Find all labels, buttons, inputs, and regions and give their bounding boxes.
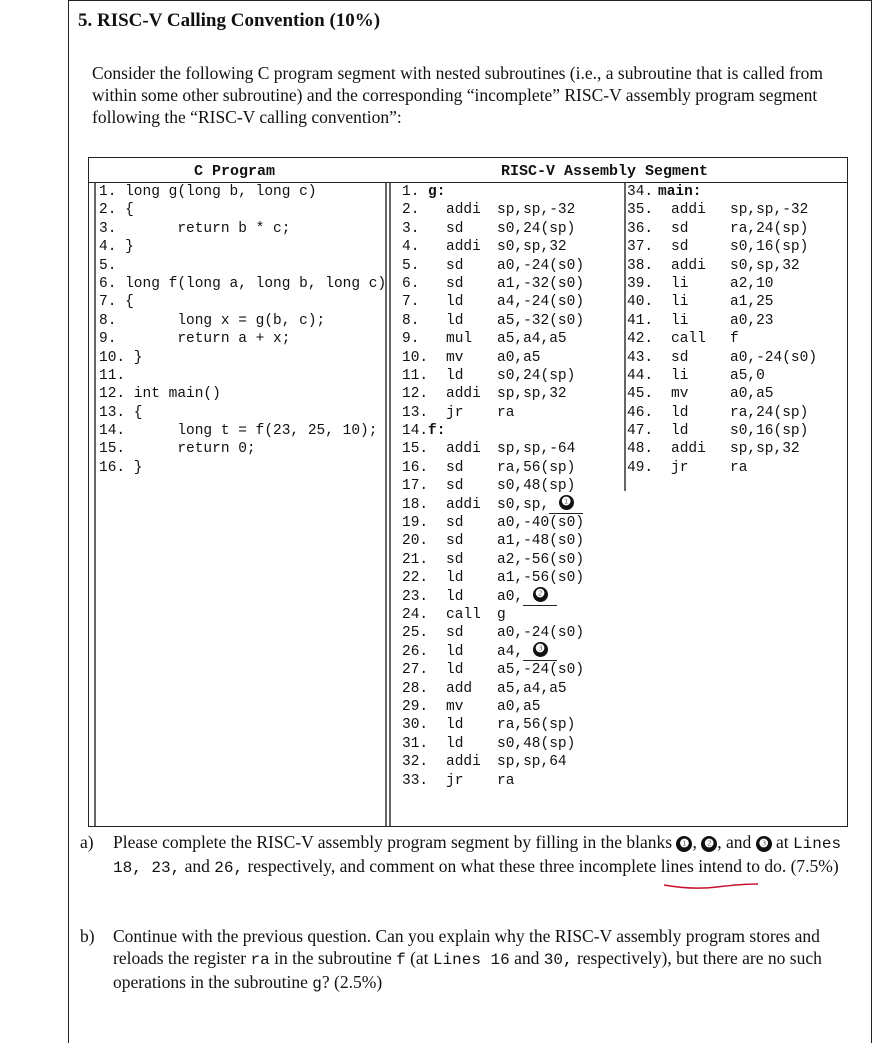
- asm-line-number: 42.: [627, 331, 654, 348]
- question-a-text-6: respectively, and comment on what these three incomplete lines intend to do. (7.5%): [243, 856, 839, 876]
- asm-opcode: addi: [446, 496, 481, 513]
- asm-operands: [497, 257, 584, 275]
- c-code-line: 7. {: [99, 294, 134, 311]
- asm-opcode: mv: [671, 386, 689, 403]
- asm-opcode: mul: [446, 331, 473, 348]
- asm-line-number: 8.: [402, 312, 420, 329]
- question-b-code-30: 30,: [543, 951, 573, 969]
- asm-operand-text: a0,-40(s0): [497, 515, 585, 532]
- asm-operands: [497, 514, 584, 532]
- asm-operand-text: a0,a5: [730, 386, 774, 403]
- asm-operand-text: ra,24(sp): [730, 220, 809, 237]
- asm-opcode: call: [671, 331, 706, 348]
- asm-operand-text: sp,sp,-32: [730, 202, 809, 219]
- asm-operands: [497, 716, 575, 734]
- asm-code-line: [402, 569, 622, 587]
- asm-code-line: [402, 367, 622, 385]
- asm-code-line: [627, 220, 847, 238]
- asm-operands: [497, 661, 584, 679]
- asm-operands: [497, 367, 575, 385]
- asm-operands: [730, 440, 800, 458]
- asm-operand-text: ra,56(sp): [497, 717, 576, 734]
- asm-operand-text: a2,10: [730, 275, 774, 292]
- asm-line-number: 25.: [402, 625, 429, 642]
- asm-code-line: [627, 201, 847, 219]
- asm-operand-text: sp,sp,32: [497, 386, 567, 403]
- question-a-text-1: Please complete the RISC-V assembly program segment by filling in the blanks: [113, 832, 673, 852]
- asm-opcode: li: [671, 312, 689, 329]
- asm-operand-text: f: [730, 331, 739, 348]
- question-a-text-5: and: [180, 856, 215, 876]
- asm-operands: [497, 772, 514, 790]
- asm-operand-text: s0,48(sp): [497, 478, 576, 495]
- asm-operands: [497, 569, 584, 587]
- asm-opcode: mv: [446, 698, 464, 715]
- asm-operand-text: a5,-24(s0): [497, 662, 585, 679]
- asm-line-number: 37.: [627, 239, 654, 256]
- asm-line-number: 2.: [402, 202, 420, 219]
- asm-code-line: [627, 257, 847, 275]
- asm-operand-text: a0,a5: [497, 698, 541, 715]
- asm-operands: [497, 496, 583, 515]
- c-code-line: 8. long x = g(b, c);: [99, 312, 326, 329]
- asm-code-line: [402, 772, 622, 790]
- question-b-text-1: Continue with the previous question. Can you explain why the RISC-V assembly program stores and reloads the register: [113, 926, 820, 968]
- asm-operands: [497, 349, 541, 367]
- asm-code-line: [402, 735, 622, 753]
- asm-operand-text: a1,25: [730, 294, 774, 311]
- asm-line-number: 35.: [627, 202, 654, 219]
- c-code-line: 15. return 0;: [99, 441, 256, 458]
- asm-line-number: 46.: [627, 404, 654, 421]
- asm-operands: [497, 238, 567, 256]
- c-code-line: 13. {: [99, 404, 143, 421]
- asm-operand-text: a1,-32(s0): [497, 275, 585, 292]
- asm-operands: [497, 385, 567, 403]
- asm-line-number: 49.: [627, 459, 654, 476]
- code-table: [88, 157, 848, 827]
- main-gutter-line: [624, 183, 626, 491]
- asm-code-line: [627, 404, 847, 422]
- asm-operand-text: a2,-56(s0): [497, 551, 585, 568]
- asm-line-number: 22.: [402, 570, 429, 587]
- asm-operands: [730, 330, 739, 348]
- asm-opcode: ld: [671, 423, 689, 440]
- asm-code-line: [402, 220, 622, 238]
- asm-code-line: [402, 753, 622, 771]
- asm-label: g:: [428, 184, 446, 200]
- question-b-code-lines16: Lines 16: [432, 951, 510, 969]
- asm-code-line: [627, 440, 847, 458]
- blank-number-2: ❷: [533, 587, 548, 602]
- problem-intro: Consider the following C program segment with nested subroutines (i.e., a subroutine that is called from within some other subroutine) and the corresponding “incomplete” RISC-V assembly program segment following the “RISC-V calling convention”:: [92, 63, 823, 127]
- asm-opcode: mv: [446, 349, 464, 366]
- asm-line-number: 47.: [627, 423, 654, 440]
- asm-opcode: li: [671, 367, 689, 384]
- asm-opcode: add: [446, 680, 473, 697]
- asm-operand-text: a5,a4,a5: [497, 680, 567, 697]
- asm-line-number: 32.: [402, 754, 429, 771]
- asm-line-number: 9.: [402, 331, 420, 348]
- asm-operand-text: sp,sp,64: [497, 754, 567, 771]
- asm-opcode: addi: [671, 202, 706, 219]
- question-b-code-ra: ra: [250, 951, 270, 969]
- asm-code-line: [627, 349, 847, 367]
- asm-line-number: 3.: [402, 220, 420, 237]
- blank-marker-3: ❸: [756, 836, 772, 852]
- asm-opcode: sd: [446, 478, 464, 495]
- asm-line-number: 44.: [627, 367, 654, 384]
- asm-line-number: 1.: [402, 184, 420, 200]
- asm-code-line: [402, 385, 622, 403]
- asm-code-line: [402, 514, 622, 532]
- asm-operand-text: g: [497, 606, 506, 623]
- asm-operand-text: s0,16(sp): [730, 423, 809, 440]
- fill-in-blank-1: [549, 495, 583, 514]
- asm-opcode: sd: [671, 239, 689, 256]
- problem-title: 5. RISC-V Calling Convention (10%): [78, 10, 381, 31]
- asm-line-number: 41.: [627, 312, 654, 329]
- asm-operands: [730, 201, 808, 219]
- asm-operand-text: s0,48(sp): [497, 735, 576, 752]
- asm-code-line: [627, 459, 847, 477]
- asm-code-line: [627, 275, 847, 293]
- question-a-code-26: 26,: [214, 859, 244, 877]
- asm-line-number: 12.: [402, 386, 429, 403]
- asm-operands: [730, 422, 808, 440]
- asm-opcode: sd: [446, 275, 464, 292]
- question-a-text-2: ,: [692, 832, 697, 852]
- c-code-line: 16. }: [99, 459, 143, 476]
- question-b-code-g: g: [312, 975, 322, 993]
- asm-operands: [497, 459, 575, 477]
- asm-line-number: 28.: [402, 680, 429, 697]
- asm-opcode: sd: [446, 533, 464, 550]
- asm-code-line: [402, 257, 622, 275]
- asm-opcode: call: [446, 606, 481, 623]
- asm-operand-text: a0,-24(s0): [730, 349, 818, 366]
- asm-operand-text: s0,24(sp): [497, 367, 576, 384]
- asm-operands: [497, 330, 567, 348]
- asm-opcode: ld: [446, 717, 464, 734]
- blank-number-1: ❶: [559, 495, 574, 510]
- c-code-line: 2. {: [99, 202, 134, 219]
- asm-operands: [730, 367, 765, 385]
- asm-opcode: jr: [446, 772, 464, 789]
- asm-operand-text: ra,56(sp): [497, 459, 576, 476]
- asm-line-number: 36.: [627, 220, 654, 237]
- asm-code-line: [627, 367, 847, 385]
- asm-opcode: sd: [446, 515, 464, 532]
- question-b-text-3: (at: [405, 948, 429, 968]
- asm-column-main: [627, 183, 847, 477]
- asm-operands: [497, 532, 584, 550]
- asm-code-line: [402, 551, 622, 569]
- asm-operands: [497, 698, 541, 716]
- asm-operands: [497, 551, 584, 569]
- asm-code-line: [627, 330, 847, 348]
- asm-operands: [730, 349, 817, 367]
- asm-operand-text: a0,: [497, 588, 524, 605]
- asm-operands: [497, 312, 584, 330]
- asm-operands: [730, 275, 774, 293]
- asm-operand-text: ra,24(sp): [730, 404, 809, 421]
- asm-operands: [497, 404, 514, 422]
- asm-code-line: [402, 404, 622, 422]
- c-program-column: [99, 183, 387, 477]
- asm-opcode: li: [671, 294, 689, 311]
- asm-line-number: 16.: [402, 459, 429, 476]
- asm-operand-text: a0,-24(s0): [497, 625, 585, 642]
- asm-operands: [730, 459, 747, 477]
- asm-code-line: [402, 661, 622, 679]
- asm-column-g-f: [402, 183, 622, 790]
- asm-line-number: 27.: [402, 662, 429, 679]
- asm-opcode: addi: [446, 441, 481, 458]
- fill-in-blank-3: [523, 642, 557, 661]
- asm-operands: [497, 293, 584, 311]
- asm-opcode: ld: [671, 404, 689, 421]
- asm-code-line: [402, 275, 622, 293]
- asm-opcode: ld: [446, 294, 464, 311]
- asm-opcode: ld: [446, 312, 464, 329]
- asm-operand-text: s0,sp,32: [497, 239, 567, 256]
- blank-number-3: ❸: [533, 642, 548, 657]
- asm-operand-text: sp,sp,-64: [497, 441, 576, 458]
- asm-line-number: 11.: [402, 367, 429, 384]
- asm-operand-text: ra: [730, 459, 748, 476]
- asm-operand-text: s0,sp,: [497, 496, 550, 513]
- asm-operand-text: ra: [497, 772, 515, 789]
- asm-code-line: [402, 680, 622, 698]
- asm-line-number: 13.: [402, 404, 429, 421]
- question-a-text-3: , and: [717, 832, 752, 852]
- asm-operands: [730, 312, 774, 330]
- asm-operands: [497, 624, 584, 642]
- asm-code-line: [402, 459, 622, 477]
- asm-opcode: addi: [446, 202, 481, 219]
- asm-operands: [497, 477, 575, 495]
- c-code-line: 3. return b * c;: [99, 220, 291, 237]
- asm-opcode: ld: [446, 735, 464, 752]
- c-code-line: 12. int main(): [99, 386, 221, 403]
- asm-operands: [497, 588, 557, 607]
- asm-line-number: 26.: [402, 643, 429, 660]
- asm-line-number: 38.: [627, 257, 654, 274]
- asm-code-line: [402, 312, 622, 330]
- asm-operands: [730, 238, 808, 256]
- asm-operands: [497, 220, 575, 238]
- asm-line-number: 14.: [402, 423, 429, 440]
- question-b-text-5: respectively), but there are no such operations in the subroutine: [113, 948, 822, 992]
- asm-line-number: 29.: [402, 698, 429, 715]
- question-a-code-lines: Lines 18, 23,: [113, 835, 842, 877]
- asm-line-number: 17.: [402, 478, 429, 495]
- asm-code-line: [402, 606, 622, 624]
- c-code-line: 14. long t = f(23, 25, 10);: [99, 423, 378, 440]
- c-gutter-line: [94, 183, 96, 826]
- asm-opcode: li: [671, 275, 689, 292]
- asm-code-line: [402, 496, 622, 514]
- asm-operand-text: s0,sp,32: [730, 257, 800, 274]
- asm-opcode: ld: [446, 588, 464, 605]
- asm-line-number: 31.: [402, 735, 429, 752]
- asm-operand-text: s0,16(sp): [730, 239, 809, 256]
- asm-code-line: [402, 624, 622, 642]
- asm-operand-text: a5,-32(s0): [497, 312, 585, 329]
- asm-code-line: [402, 643, 622, 661]
- asm-code-line: [627, 422, 847, 440]
- asm-line-number: 21.: [402, 551, 429, 568]
- asm-label: f:: [428, 423, 446, 440]
- asm-code-line: [402, 440, 622, 458]
- asm-line-number: 40.: [627, 294, 654, 311]
- asm-line-number: 19.: [402, 515, 429, 532]
- asm-code-line: [402, 716, 622, 734]
- asm-operands: [497, 440, 575, 458]
- asm-opcode: sd: [446, 257, 464, 274]
- asm-line-number: 39.: [627, 275, 654, 292]
- asm-opcode: ld: [446, 570, 464, 587]
- asm-line-number: 5.: [402, 257, 420, 274]
- asm-code-line: [402, 588, 622, 606]
- asm-line-number: 30.: [402, 717, 429, 734]
- asm-operands: [730, 404, 808, 422]
- asm-opcode: sd: [671, 349, 689, 366]
- question-b-text-6: ? (2.5%): [321, 972, 383, 992]
- asm-opcode: addi: [446, 386, 481, 403]
- asm-opcode: ld: [446, 662, 464, 679]
- asm-line-number: 33.: [402, 772, 429, 789]
- asm-opcode: ld: [446, 367, 464, 384]
- asm-opcode: addi: [446, 239, 481, 256]
- asm-operands: [497, 680, 567, 698]
- c-program-header: C Program: [194, 163, 276, 180]
- asm-code-line: [402, 238, 622, 256]
- asm-opcode: addi: [671, 257, 706, 274]
- question-b: [80, 925, 860, 995]
- asm-operand-text: ra: [497, 404, 515, 421]
- asm-code-line: [627, 385, 847, 403]
- asm-operand-text: a4,: [497, 643, 524, 660]
- asm-operands: [497, 753, 567, 771]
- c-code-line: 1. long g(long b, long c): [99, 184, 317, 200]
- asm-code-line: [402, 201, 622, 219]
- asm-opcode: addi: [671, 441, 706, 458]
- asm-operand-text: a5,a4,a5: [497, 331, 567, 348]
- asm-opcode: sd: [671, 220, 689, 237]
- asm-line-number: 23.: [402, 588, 429, 605]
- asm-code-line: [627, 183, 847, 201]
- question-a-text-4: at: [771, 832, 789, 852]
- asm-code-line: [627, 312, 847, 330]
- asm-operand-text: a1,-56(s0): [497, 570, 585, 587]
- asm-line-number: 34.: [627, 184, 654, 200]
- asm-line-number: 43.: [627, 349, 654, 366]
- asm-operands: [497, 735, 575, 753]
- question-a-label: a): [80, 832, 94, 852]
- asm-operand-text: a0,23: [730, 312, 774, 329]
- asm-line-number: 48.: [627, 441, 654, 458]
- asm-operands: [497, 643, 557, 662]
- asm-code-line: [627, 293, 847, 311]
- c-code-line: 9. return a + x;: [99, 331, 291, 348]
- handwritten-underline: [662, 881, 762, 891]
- asm-operands: [730, 385, 774, 403]
- asm-code-line: [627, 238, 847, 256]
- asm-code-line: [402, 183, 622, 201]
- asm-line-number: 20.: [402, 533, 429, 550]
- asm-opcode: jr: [446, 404, 464, 421]
- fill-in-blank-2: [523, 587, 557, 606]
- asm-code-line: [402, 532, 622, 550]
- asm-code-line: [402, 349, 622, 367]
- c-code-line: 5.: [99, 257, 117, 274]
- asm-opcode: ld: [446, 643, 464, 660]
- asm-line-number: 18.: [402, 496, 429, 513]
- asm-code-line: [402, 422, 622, 440]
- asm-line-number: 4.: [402, 239, 420, 256]
- c-code-line: 6. long f(long a, long b, long c): [99, 275, 387, 292]
- asm-opcode: jr: [671, 459, 689, 476]
- blank-marker-1: ❶: [676, 836, 692, 852]
- asm-opcode: addi: [446, 754, 481, 771]
- asm-operand-text: a1,-48(s0): [497, 533, 585, 550]
- asm-code-line: [402, 330, 622, 348]
- asm-gutter-line: [389, 183, 391, 826]
- asm-label: main:: [658, 184, 702, 200]
- asm-operand-text: a4,-24(s0): [497, 294, 585, 311]
- asm-opcode: sd: [446, 625, 464, 642]
- asm-line-number: 10.: [402, 349, 429, 366]
- c-code-line: 4. }: [99, 239, 134, 256]
- asm-operands: [497, 275, 584, 293]
- question-a: [80, 831, 860, 879]
- question-b-text-2: in the subroutine: [269, 948, 392, 968]
- asm-operand-text: a0,-24(s0): [497, 257, 585, 274]
- asm-code-line: [402, 293, 622, 311]
- asm-code-line: [402, 477, 622, 495]
- asm-operands: [497, 201, 575, 219]
- asm-line-number: 6.: [402, 275, 420, 292]
- asm-operand-text: a5,0: [730, 367, 765, 384]
- asm-operand-text: sp,sp,-32: [497, 202, 576, 219]
- asm-operand-text: a0,a5: [497, 349, 541, 366]
- c-code-line: 11.: [99, 367, 126, 384]
- asm-operands: [497, 606, 506, 624]
- asm-line-number: 15.: [402, 441, 429, 458]
- question-b-label: b): [80, 926, 95, 946]
- asm-opcode: sd: [446, 551, 464, 568]
- c-code-line: 10. }: [99, 349, 143, 366]
- asm-operand-text: sp,sp,32: [730, 441, 800, 458]
- asm-operand-text: s0,24(sp): [497, 220, 576, 237]
- asm-line-number: 24.: [402, 606, 429, 623]
- asm-code-line: [402, 698, 622, 716]
- asm-operands: [730, 257, 800, 275]
- question-b-text-4: and: [509, 948, 544, 968]
- asm-opcode: sd: [446, 220, 464, 237]
- asm-opcode: sd: [446, 459, 464, 476]
- asm-segment-header: RISC-V Assembly Segment: [501, 163, 709, 180]
- asm-operands: [730, 293, 774, 311]
- asm-operands: [730, 220, 808, 238]
- asm-line-number: 7.: [402, 294, 420, 311]
- asm-line-number: 45.: [627, 386, 654, 403]
- question-b-code-f: f: [396, 951, 406, 969]
- blank-marker-2: ❷: [701, 836, 717, 852]
